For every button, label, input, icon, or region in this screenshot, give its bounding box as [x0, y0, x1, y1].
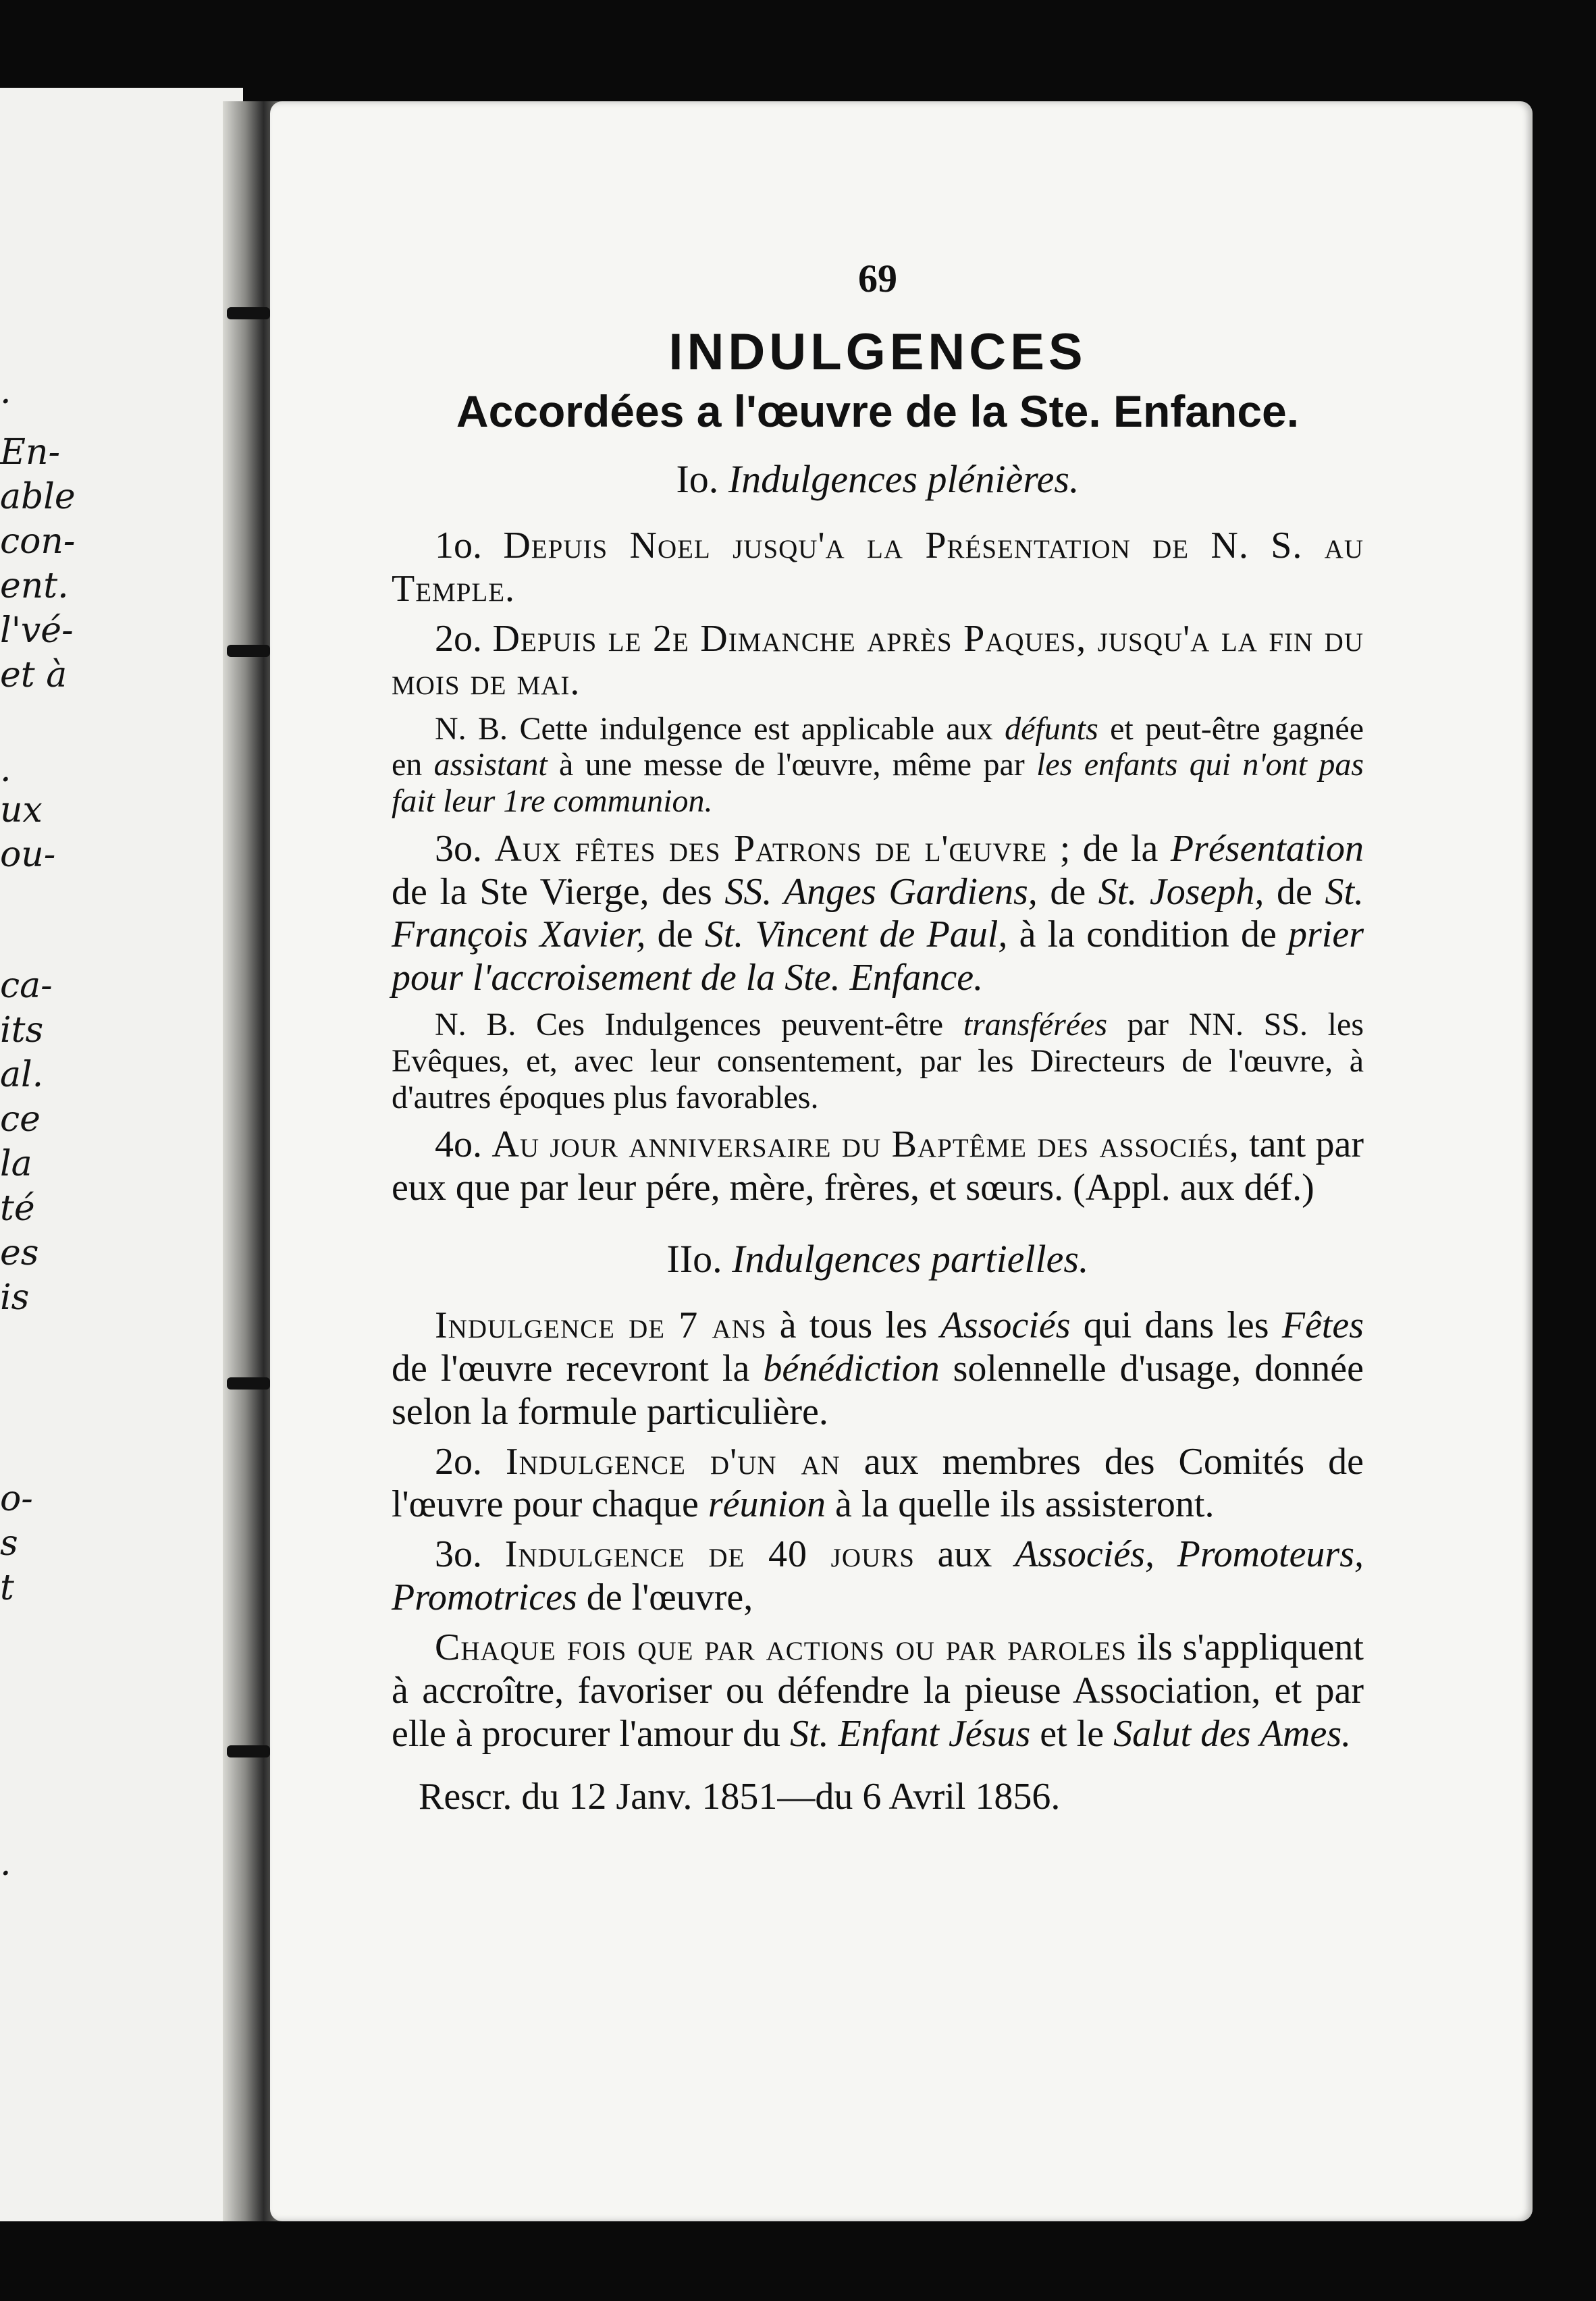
item-text: à tous les [766, 1304, 940, 1347]
note-2 [392, 1007, 1364, 1115]
note-text: à une messe de l'œuvre, même par [547, 747, 1037, 783]
item-emphasis: Fêtes [1281, 1304, 1364, 1347]
margin-text: En- [0, 432, 61, 473]
item-heading: Indulgence de 40 jours [504, 1533, 915, 1576]
section-title: Indulgences partielles. [732, 1237, 1089, 1281]
indulgence-item-4 [392, 1123, 1364, 1210]
margin-text: ux [0, 790, 43, 830]
item-text: à la condition de [1007, 914, 1289, 956]
item-heading: Aux fêtes des Patrons de l'œuvre [494, 827, 1048, 870]
margin-text: con- [0, 521, 76, 562]
section-heading-plenary [392, 457, 1364, 502]
item-number: 2o. [435, 617, 482, 660]
item-emphasis: prier pour l'accroisement de la Ste. Enfance. [392, 914, 1364, 999]
item-number: 3o. [435, 1533, 482, 1576]
page-text [392, 257, 1364, 1826]
item-emphasis: Salut des Ames. [1113, 1712, 1352, 1755]
binding-stitch [227, 1377, 270, 1390]
margin-text: . [0, 371, 11, 412]
margin-text: . [0, 749, 11, 790]
item-emphasis: Associés [940, 1304, 1071, 1347]
margin-text: . [0, 1843, 11, 1884]
item-text: ; de la [1047, 827, 1171, 870]
indulgence-item-1 [392, 525, 1364, 611]
note-emphasis: transférées [963, 1007, 1108, 1043]
partial-indulgence-1 [392, 1304, 1364, 1433]
note-text: par NN. SS. les Evêques, et, avec leur consentement, par les Directeurs de l'œuvre, à d'autres époques plus favorables. [392, 1007, 1364, 1115]
margin-text: its [0, 1010, 44, 1051]
item-heading: Depuis Noel jusqu'a la Présentation de N. S. au Temple. [392, 525, 1364, 610]
margin-text: ce [0, 1099, 41, 1140]
partial-indulgence-4 [392, 1626, 1364, 1755]
item-emphasis: bénédiction [763, 1347, 940, 1390]
section-title: Indulgences plénières. [728, 457, 1080, 502]
item-number: 2o. [435, 1440, 482, 1483]
item-text: solennelle d'usage, donnée selon la formule particulière. [392, 1347, 1364, 1433]
partial-indulgence-2 [392, 1441, 1364, 1527]
indulgence-item-3 [392, 828, 1364, 1000]
item-emphasis: St. François Xavier, [392, 870, 1364, 956]
item-text: qui dans les [1070, 1304, 1282, 1347]
item-number: 3o. [435, 827, 482, 870]
rescript-dates: Rescr. du 12 Janv. 1851—du 6 Avril 1856. [419, 1776, 1061, 1818]
page-subtitle: Accordées a l'œuvre de la Ste. Enfance. [456, 386, 1300, 436]
item-heading: Au jour anniversaire du Baptême des associés, [491, 1123, 1240, 1166]
margin-text: et à [0, 655, 68, 695]
section-number: IIo. [666, 1237, 722, 1281]
margin-text: té [0, 1188, 35, 1229]
margin-text: t [0, 1568, 14, 1608]
item-number: 4o. [435, 1123, 482, 1166]
item-heading: Indulgence d'un an [505, 1440, 841, 1483]
margin-text: is [0, 1277, 30, 1318]
margin-text: la [0, 1144, 32, 1184]
indulgence-item-2 [392, 618, 1364, 704]
item-text: de [1037, 870, 1098, 913]
item-text: de l'œuvre recevront la [392, 1347, 764, 1390]
margin-text: ou- [0, 835, 56, 875]
item-emphasis: Associés, Promoteurs, Promotrices [392, 1533, 1364, 1619]
item-text: ils s'appliquent à accroître, favoriser ou défendre la pieuse Association, et par elle à procurer l'amour du [392, 1626, 1364, 1755]
note-emphasis: les enfants qui n'ont pas fait leur 1re communion. [392, 747, 1364, 820]
page-title: INDULGENCES [668, 323, 1087, 381]
item-emphasis: Présentation [1170, 827, 1364, 870]
book-page [270, 101, 1533, 2221]
partial-indulgence-3 [392, 1533, 1364, 1620]
item-text: tant par eux que par leur pére, mère, frères, et sœurs. (Appl. aux déf.) [392, 1123, 1364, 1209]
item-text: de la Ste Vierge, des [392, 870, 725, 913]
item-emphasis: SS. Anges Gardiens, [724, 870, 1038, 913]
note-text: et peut-être gagnée en [392, 710, 1364, 783]
note-1 [392, 711, 1364, 820]
item-text: aux [914, 1533, 1015, 1576]
margin-text: l'vé- [0, 610, 74, 651]
margin-text: o- [0, 1479, 33, 1519]
section-number: Io. [676, 457, 719, 502]
item-emphasis: St. Enfant Jésus [790, 1712, 1031, 1755]
binding-stitch [227, 307, 270, 319]
item-emphasis: St. Joseph, [1098, 870, 1265, 913]
item-text: de [645, 914, 705, 956]
page-number: 69 [858, 257, 897, 300]
item-heading: Indulgence de 7 ans [435, 1304, 767, 1347]
margin-text: ent. [0, 566, 69, 606]
item-text: de l'œuvre, [577, 1577, 753, 1619]
margin-text: es [0, 1233, 39, 1273]
item-emphasis: St. Vincent de Paul, [704, 914, 1008, 956]
item-text: à la quelle ils assisteront. [826, 1483, 1215, 1526]
item-text: de [1264, 870, 1325, 913]
binding-stitch [227, 645, 270, 657]
item-text: aux membres des Comités de l'œuvre pour chaque [392, 1440, 1364, 1526]
note-emphasis: défunts [1005, 710, 1098, 747]
margin-text: s [0, 1523, 18, 1564]
margin-text: able [0, 477, 76, 517]
binding-stitch [227, 1745, 270, 1757]
item-number: 1o. [435, 525, 482, 567]
item-heading: Depuis le 2e Dimanche après Paques, jusqu'a la fin du mois de mai. [392, 617, 1364, 703]
section-heading-partial [392, 1237, 1364, 1281]
margin-text: al. [0, 1055, 44, 1095]
note-emphasis: assistant [433, 747, 548, 783]
previous-page [0, 88, 243, 2221]
item-heading: Chaque fois que par actions ou par paroles [435, 1626, 1127, 1668]
item-emphasis: réunion [708, 1483, 826, 1526]
note-text: N. B. Ces Indulgences peuvent-être [435, 1007, 963, 1043]
margin-text: ca- [0, 966, 53, 1006]
note-text: N. B. Cette indulgence est applicable aux [435, 710, 1005, 747]
item-text: et le [1030, 1712, 1114, 1755]
